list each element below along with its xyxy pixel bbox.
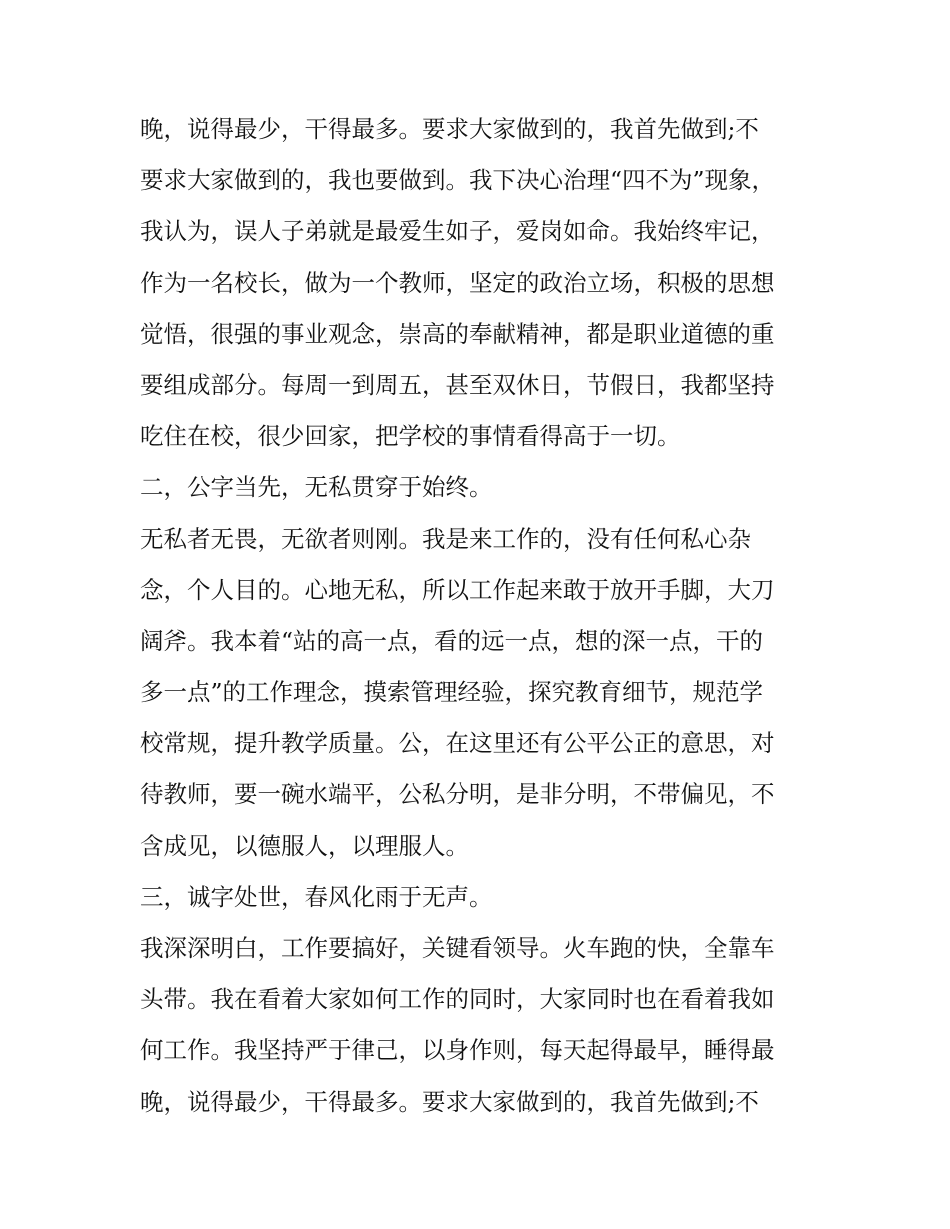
body-text [140,104,830,1128]
text-line: 要组成部分。每周一到周五，甚至双休日，节假日，我都坚持 [140,370,775,399]
text-line: 多一点”的工作理念，摸索管理经验，探究教育细节，规范学 [140,678,764,707]
text-line: 作为一名校长，做为一个教师，坚定的政治立场，积极的思想 [140,268,775,297]
text-line: 何工作。我坚持严于律己，以身作则，每天起得最早，睡得最 [140,1036,775,1065]
section-heading: 三，诚字处世，春风化雨于无声。 [140,882,493,911]
text-line: 我认为，误人子弟就是最爱生如子，爱岗如命。我始终牢记， [140,217,775,246]
text-line: 待教师，要一碗水端平，公私分明，是非分明，不带偏见，不 [140,780,775,809]
text-line: 阔斧。我本着“站的高一点，看的远一点，想的深一点，干的 [140,626,764,655]
text-line: 含成见，以德服人，以理服人。 [140,831,469,860]
text-line: 我深深明白，工作要搞好，关键看领导。火车跑的快，全靠车 [140,934,775,962]
text-line: 晚，说得最少，干得最多。要求大家做到的，我首先做到;不 [140,1087,759,1116]
text-line: 无私者无畏，无欲者则刚。我是来工作的，没有任何私心杂 [140,524,751,553]
text-line: 晚，说得最少，干得最多。要求大家做到的，我首先做到;不 [140,115,759,143]
text-line: 觉悟，很强的事业观念，崇高的奉献精神，都是职业道德的重 [140,319,775,348]
text-line: 校常规，提升教学质量。公，在这里还有公平公正的意思，对 [140,729,775,758]
text-line: 头带。我在看着大家如何工作的同时，大家同时也在看着我如 [140,985,775,1014]
section-heading: 二，公字当先，无私贯穿于始终。 [140,473,493,502]
text-line: 要求大家做到的，我也要做到。我下决心治理“四不为”现象， [140,166,776,195]
text-line: 吃住在校，很少回家，把学校的事情看得高于一切。 [140,422,681,451]
text-line: 念，个人目的。心地无私，所以工作起来敢于放开手脚，大刀 [140,575,775,604]
